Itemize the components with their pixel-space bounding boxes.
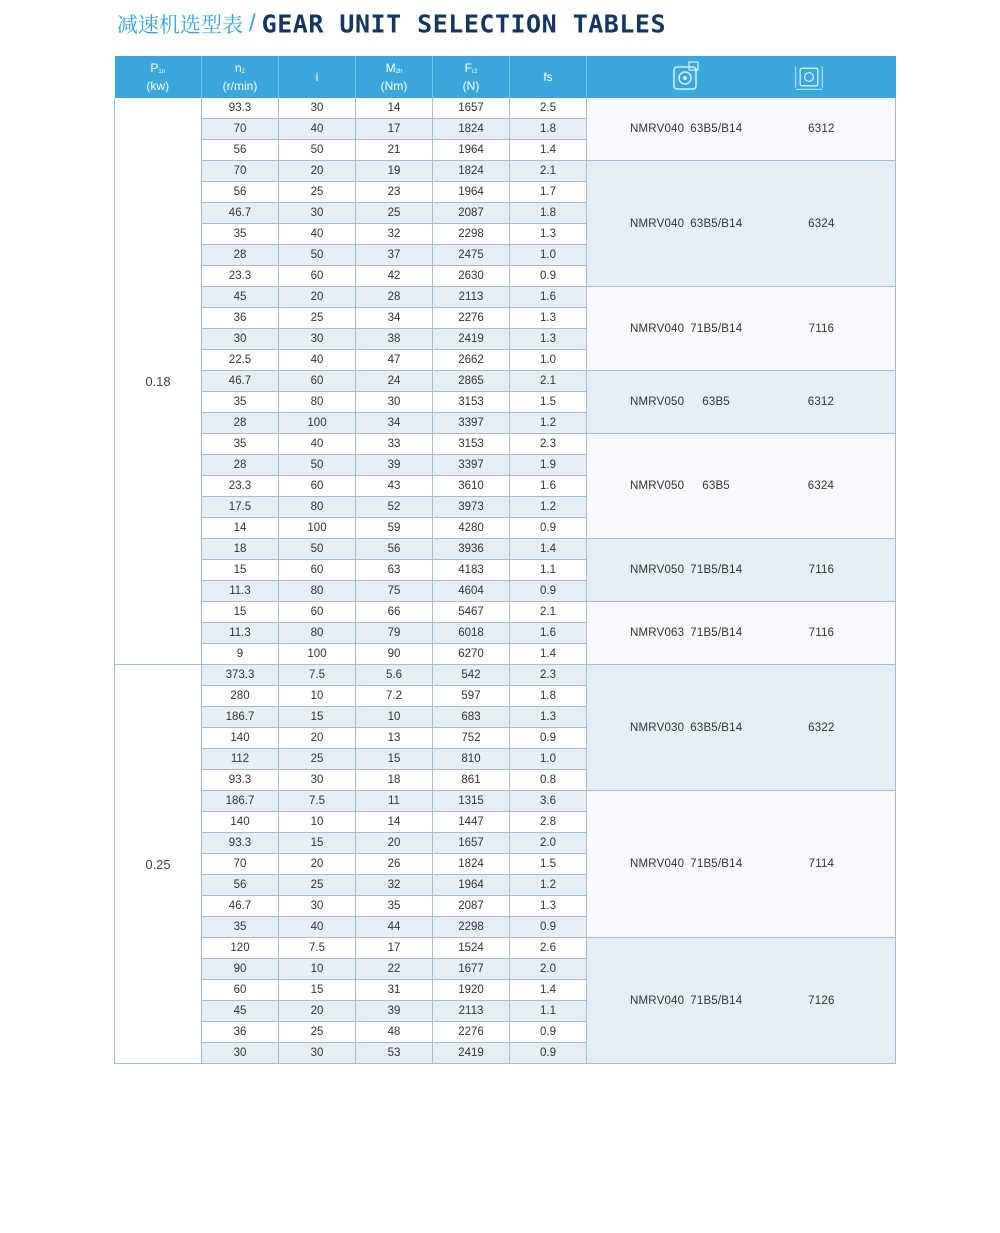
cell-service-factor: 1.4 — [510, 980, 587, 1001]
table-row — [115, 602, 896, 623]
header-torque: $M_{2h}$ (Nm) — [356, 56, 433, 98]
cell-ratio: 10 — [279, 812, 356, 833]
cell-radial-load: 6018 — [433, 623, 510, 644]
cell-ratio: 25 — [279, 875, 356, 896]
cell-ratio: 40 — [279, 917, 356, 938]
cell-torque: 20 — [356, 833, 433, 854]
cell-n2: 30 — [202, 1043, 279, 1064]
motor-code: 7116 — [808, 322, 835, 335]
model-name: NMRV040 — [630, 858, 685, 870]
cell-radial-load: 1677 — [433, 959, 510, 980]
cell-radial-load: 2419 — [433, 1043, 510, 1064]
cell-torque: 13 — [356, 728, 433, 749]
cell-n2: 56 — [202, 182, 279, 203]
cell-radial-load: 3397 — [433, 413, 510, 434]
motor-flange: 63B5/B14 — [690, 721, 743, 734]
cell-ratio: 80 — [279, 497, 356, 518]
cell-ratio: 60 — [279, 371, 356, 392]
cell-service-factor: 0.9 — [510, 728, 587, 749]
motor-code: 6312 — [807, 396, 835, 408]
motor-flange: 63B5/B14 — [690, 123, 743, 135]
cell-torque: 30 — [356, 392, 433, 413]
cell-service-factor: 1.0 — [510, 245, 587, 266]
cell-n2: 28 — [202, 413, 279, 434]
model-name: NMRV050 — [630, 396, 685, 408]
cell-service-factor: 0.9 — [510, 581, 587, 602]
cell-ratio: 25 — [279, 1022, 356, 1043]
cell-ratio: 50 — [279, 140, 356, 161]
cell-ratio: 25 — [279, 749, 356, 770]
motor-code: 6324 — [807, 480, 835, 492]
cell-torque: 11 — [356, 791, 433, 812]
cell-torque: 39 — [356, 455, 433, 476]
cell-service-factor: 2.5 — [510, 98, 587, 119]
cell-ratio: 10 — [279, 686, 356, 707]
cell-n2: 60 — [202, 980, 279, 1001]
cell-torque: 23 — [356, 182, 433, 203]
cell-ratio: 60 — [279, 560, 356, 581]
cell-radial-load: 1447 — [433, 812, 510, 833]
cell-n2: 35 — [202, 224, 279, 245]
cell-torque: 47 — [356, 350, 433, 371]
motor-flange: 71B5/B14 — [690, 994, 743, 1007]
cell-radial-load: 1524 — [433, 938, 510, 959]
cell-ratio: 15 — [279, 980, 356, 1001]
cell-n2: 45 — [202, 1001, 279, 1022]
cell-radial-load: 2276 — [433, 1022, 510, 1043]
cell-n2: 35 — [202, 392, 279, 413]
cell-ratio: 40 — [279, 119, 356, 140]
cell-service-factor: 2.3 — [510, 665, 587, 686]
cell-n2: 17.5 — [202, 497, 279, 518]
cell-torque: 75 — [356, 581, 433, 602]
cell-radial-load: 752 — [433, 728, 510, 749]
cell-n2: 46.7 — [202, 896, 279, 917]
header-ratio: i — [279, 56, 356, 98]
cell-service-factor: 2.1 — [510, 161, 587, 182]
motor-code: 7126 — [808, 994, 835, 1007]
cell-n2: 46.7 — [202, 203, 279, 224]
cell-n2: 70 — [202, 854, 279, 875]
cell-service-factor: 1.6 — [510, 476, 587, 497]
table-row — [115, 938, 896, 959]
cell-ratio: 7.5 — [279, 665, 356, 686]
cell-model — [587, 434, 896, 539]
cell-radial-load: 2865 — [433, 371, 510, 392]
cell-n2: 35 — [202, 434, 279, 455]
motor-flange: 63B5/B14 — [690, 217, 743, 230]
cell-n2: 112 — [202, 749, 279, 770]
cell-radial-load: 3397 — [433, 455, 510, 476]
cell-torque: 79 — [356, 623, 433, 644]
cell-n2: 14 — [202, 518, 279, 539]
cell-service-factor: 1.4 — [510, 644, 587, 665]
gearbox-dimension-icon — [794, 61, 824, 93]
model-name: NMRV050 — [630, 564, 685, 576]
motor-flange: 71B5/B14 — [690, 858, 743, 870]
cell-torque: 22 — [356, 959, 433, 980]
cell-n2: 28 — [202, 245, 279, 266]
cell-ratio: 100 — [279, 518, 356, 539]
cell-ratio: 60 — [279, 476, 356, 497]
cell-n2: 46.7 — [202, 371, 279, 392]
cell-radial-load: 2419 — [433, 329, 510, 350]
cell-service-factor: 1.6 — [510, 287, 587, 308]
table-row — [115, 161, 896, 182]
cell-radial-load: 2087 — [433, 896, 510, 917]
cell-service-factor: 1.8 — [510, 203, 587, 224]
cell-n2: 15 — [202, 560, 279, 581]
cell-n2: 18 — [202, 539, 279, 560]
cell-ratio: 60 — [279, 602, 356, 623]
cell-torque: 59 — [356, 518, 433, 539]
cell-torque: 5.6 — [356, 665, 433, 686]
motor-flange: 71B5/B14 — [690, 322, 743, 335]
cell-radial-load: 2630 — [433, 266, 510, 287]
cell-torque: 56 — [356, 539, 433, 560]
model-name: NMRV040 — [630, 217, 685, 230]
cell-torque: 32 — [356, 875, 433, 896]
cell-radial-load: 1964 — [433, 182, 510, 203]
table-row — [115, 434, 896, 455]
cell-ratio: 60 — [279, 266, 356, 287]
cell-service-factor: 1.8 — [510, 119, 587, 140]
cell-ratio: 50 — [279, 245, 356, 266]
cell-radial-load: 597 — [433, 686, 510, 707]
cell-model — [587, 791, 896, 938]
cell-radial-load: 5467 — [433, 602, 510, 623]
cell-torque: 90 — [356, 644, 433, 665]
cell-service-factor: 1.4 — [510, 140, 587, 161]
cell-service-factor: 1.1 — [510, 560, 587, 581]
cell-radial-load: 6270 — [433, 644, 510, 665]
cell-ratio: 80 — [279, 392, 356, 413]
cell-radial-load: 4183 — [433, 560, 510, 581]
cell-ratio: 20 — [279, 728, 356, 749]
cell-torque: 10 — [356, 707, 433, 728]
title-english: GEAR UNIT SELECTION TABLES — [261, 9, 667, 39]
cell-model — [587, 938, 896, 1064]
model-name: NMRV050 — [630, 480, 685, 492]
cell-n2: 140 — [202, 812, 279, 833]
cell-n2: 36 — [202, 1022, 279, 1043]
cell-torque: 31 — [356, 980, 433, 1001]
cell-n2: 70 — [202, 119, 279, 140]
cell-service-factor: 1.3 — [510, 308, 587, 329]
cell-radial-load: 4280 — [433, 518, 510, 539]
cell-torque: 39 — [356, 1001, 433, 1022]
cell-torque: 19 — [356, 161, 433, 182]
cell-torque: 42 — [356, 266, 433, 287]
cell-service-factor: 1.3 — [510, 707, 587, 728]
cell-radial-load: 2298 — [433, 917, 510, 938]
cell-torque: 63 — [356, 560, 433, 581]
cell-service-factor: 1.2 — [510, 413, 587, 434]
cell-torque: 34 — [356, 308, 433, 329]
cell-radial-load: 2113 — [433, 1001, 510, 1022]
cell-n2: 22.5 — [202, 350, 279, 371]
model-name: NMRV030 — [630, 721, 685, 734]
header-service-factor: fs — [510, 56, 587, 98]
cell-radial-load: 1657 — [433, 98, 510, 119]
cell-n2: 9 — [202, 644, 279, 665]
cell-radial-load: 542 — [433, 665, 510, 686]
cell-n2: 30 — [202, 329, 279, 350]
cell-service-factor: 2.1 — [510, 602, 587, 623]
header-output-speed: $n_2$ (r/min) — [202, 56, 279, 98]
cell-model — [587, 161, 896, 287]
cell-n2: 56 — [202, 875, 279, 896]
cell-model — [587, 98, 896, 161]
cell-radial-load: 2087 — [433, 203, 510, 224]
cell-service-factor: 1.0 — [510, 350, 587, 371]
cell-torque: 37 — [356, 245, 433, 266]
selection-table — [114, 56, 896, 1064]
table-header-row — [115, 56, 896, 98]
cell-radial-load: 1315 — [433, 791, 510, 812]
cell-n2: 45 — [202, 287, 279, 308]
cell-service-factor: 0.9 — [510, 1043, 587, 1064]
cell-ratio: 100 — [279, 413, 356, 434]
cell-ratio: 30 — [279, 896, 356, 917]
cell-model — [587, 539, 896, 602]
cell-n2: 36 — [202, 308, 279, 329]
cell-ratio: 40 — [279, 350, 356, 371]
cell-n2: 56 — [202, 140, 279, 161]
cell-service-factor: 1.9 — [510, 455, 587, 476]
cell-ratio: 20 — [279, 161, 356, 182]
gearbox-icon — [671, 61, 701, 93]
cell-n2: 23.3 — [202, 476, 279, 497]
cell-ratio: 20 — [279, 1001, 356, 1022]
cell-service-factor: 1.8 — [510, 686, 587, 707]
cell-radial-load: 1920 — [433, 980, 510, 1001]
cell-torque: 52 — [356, 497, 433, 518]
motor-flange: 63B5 — [702, 396, 730, 408]
cell-service-factor: 2.0 — [510, 833, 587, 854]
cell-radial-load: 2276 — [433, 308, 510, 329]
cell-model — [587, 371, 896, 434]
motor-code: 6312 — [808, 123, 835, 135]
cell-n2: 186.7 — [202, 707, 279, 728]
cell-radial-load: 2113 — [433, 287, 510, 308]
cell-service-factor: 1.6 — [510, 623, 587, 644]
table-row — [115, 98, 896, 119]
cell-service-factor: 2.1 — [510, 371, 587, 392]
cell-radial-load: 4604 — [433, 581, 510, 602]
cell-service-factor: 1.5 — [510, 854, 587, 875]
cell-radial-load: 2662 — [433, 350, 510, 371]
cell-ratio: 7.5 — [279, 791, 356, 812]
cell-torque: 53 — [356, 1043, 433, 1064]
cell-n2: 373.3 — [202, 665, 279, 686]
cell-radial-load: 3153 — [433, 434, 510, 455]
cell-n2: 90 — [202, 959, 279, 980]
motor-code: 6322 — [808, 721, 835, 734]
cell-radial-load: 3936 — [433, 539, 510, 560]
cell-torque: 34 — [356, 413, 433, 434]
motor-flange: 71B5/B14 — [690, 564, 743, 576]
motor-flange: 63B5 — [702, 480, 730, 492]
cell-service-factor: 3.6 — [510, 791, 587, 812]
cell-torque: 17 — [356, 119, 433, 140]
cell-radial-load: 1657 — [433, 833, 510, 854]
cell-service-factor: 0.9 — [510, 266, 587, 287]
cell-service-factor: 0.9 — [510, 917, 587, 938]
cell-service-factor: 0.9 — [510, 1022, 587, 1043]
model-name: NMRV063 — [630, 627, 685, 639]
cell-service-factor: 2.8 — [510, 812, 587, 833]
motor-flange: 71B5/B14 — [690, 627, 743, 639]
cell-service-factor: 2.6 — [510, 938, 587, 959]
cell-ratio: 25 — [279, 182, 356, 203]
motor-code: 7116 — [808, 564, 835, 576]
cell-n2: 93.3 — [202, 770, 279, 791]
cell-service-factor: 1.5 — [510, 392, 587, 413]
cell-n2: 186.7 — [202, 791, 279, 812]
cell-radial-load: 810 — [433, 749, 510, 770]
cell-n2: 280 — [202, 686, 279, 707]
model-name: NMRV040 — [630, 994, 685, 1007]
table-row — [115, 539, 896, 560]
cell-power: 0.25 — [115, 665, 202, 1064]
cell-radial-load: 1824 — [433, 119, 510, 140]
cell-ratio: 50 — [279, 539, 356, 560]
cell-service-factor: 1.3 — [510, 896, 587, 917]
cell-service-factor: 1.4 — [510, 539, 587, 560]
header-power: $P_{1n}$ (kw) — [115, 56, 202, 98]
cell-ratio: 40 — [279, 224, 356, 245]
model-name: NMRV040 — [630, 123, 685, 135]
cell-radial-load: 3610 — [433, 476, 510, 497]
cell-ratio: 50 — [279, 455, 356, 476]
cell-torque: 35 — [356, 896, 433, 917]
cell-n2: 28 — [202, 455, 279, 476]
table-row — [115, 791, 896, 812]
header-icons — [587, 56, 896, 98]
cell-service-factor: 1.1 — [510, 1001, 587, 1022]
cell-ratio: 7.5 — [279, 938, 356, 959]
cell-radial-load: 2475 — [433, 245, 510, 266]
cell-radial-load: 861 — [433, 770, 510, 791]
cell-ratio: 80 — [279, 623, 356, 644]
cell-service-factor: 2.0 — [510, 959, 587, 980]
cell-torque: 14 — [356, 812, 433, 833]
page-title — [117, 9, 666, 43]
cell-ratio: 30 — [279, 203, 356, 224]
motor-code: 7116 — [808, 627, 835, 639]
cell-model — [587, 665, 896, 791]
cell-service-factor: 0.8 — [510, 770, 587, 791]
cell-power: 0.18 — [115, 98, 202, 665]
cell-torque: 66 — [356, 602, 433, 623]
table-row — [115, 371, 896, 392]
cell-service-factor: 0.9 — [510, 518, 587, 539]
cell-radial-load: 1824 — [433, 854, 510, 875]
cell-radial-load: 2298 — [433, 224, 510, 245]
motor-code: 6324 — [808, 217, 835, 230]
cell-radial-load: 1824 — [433, 161, 510, 182]
cell-radial-load: 683 — [433, 707, 510, 728]
cell-radial-load: 1964 — [433, 875, 510, 896]
cell-torque: 32 — [356, 224, 433, 245]
cell-torque: 24 — [356, 371, 433, 392]
cell-service-factor: 1.3 — [510, 329, 587, 350]
cell-ratio: 30 — [279, 770, 356, 791]
cell-model — [587, 602, 896, 665]
cell-ratio: 30 — [279, 98, 356, 119]
cell-ratio: 10 — [279, 959, 356, 980]
cell-torque: 7.2 — [356, 686, 433, 707]
title-chinese: 减速机选型表 — [117, 13, 243, 37]
cell-ratio: 30 — [279, 1043, 356, 1064]
cell-service-factor: 1.2 — [510, 497, 587, 518]
cell-torque: 28 — [356, 287, 433, 308]
cell-torque: 44 — [356, 917, 433, 938]
cell-radial-load: 3153 — [433, 392, 510, 413]
cell-ratio: 30 — [279, 329, 356, 350]
table-row — [115, 287, 896, 308]
cell-n2: 93.3 — [202, 833, 279, 854]
cell-torque: 26 — [356, 854, 433, 875]
cell-n2: 11.3 — [202, 623, 279, 644]
cell-n2: 120 — [202, 938, 279, 959]
cell-torque: 38 — [356, 329, 433, 350]
cell-ratio: 100 — [279, 644, 356, 665]
cell-n2: 23.3 — [202, 266, 279, 287]
cell-torque: 25 — [356, 203, 433, 224]
title-separator: / — [249, 10, 256, 37]
table-row — [115, 665, 896, 686]
header-radial-load: $F_{r2}$ (N) — [433, 56, 510, 98]
cell-ratio: 20 — [279, 854, 356, 875]
cell-torque: 43 — [356, 476, 433, 497]
cell-n2: 11.3 — [202, 581, 279, 602]
cell-ratio: 15 — [279, 707, 356, 728]
cell-torque: 15 — [356, 749, 433, 770]
cell-n2: 15 — [202, 602, 279, 623]
cell-torque: 21 — [356, 140, 433, 161]
cell-n2: 35 — [202, 917, 279, 938]
model-name: NMRV040 — [630, 322, 685, 335]
cell-radial-load: 3973 — [433, 497, 510, 518]
cell-service-factor: 1.2 — [510, 875, 587, 896]
cell-torque: 48 — [356, 1022, 433, 1043]
cell-ratio: 80 — [279, 581, 356, 602]
cell-torque: 33 — [356, 434, 433, 455]
cell-service-factor: 2.3 — [510, 434, 587, 455]
cell-service-factor: 1.3 — [510, 224, 587, 245]
cell-radial-load: 1964 — [433, 140, 510, 161]
cell-service-factor: 1.0 — [510, 749, 587, 770]
cell-n2: 70 — [202, 161, 279, 182]
cell-ratio: 15 — [279, 833, 356, 854]
cell-ratio: 40 — [279, 434, 356, 455]
cell-n2: 140 — [202, 728, 279, 749]
cell-n2: 93.3 — [202, 98, 279, 119]
cell-ratio: 20 — [279, 287, 356, 308]
cell-torque: 18 — [356, 770, 433, 791]
cell-torque: 14 — [356, 98, 433, 119]
cell-model — [587, 287, 896, 371]
cell-service-factor: 1.7 — [510, 182, 587, 203]
motor-code: 7114 — [808, 858, 835, 870]
cell-ratio: 25 — [279, 308, 356, 329]
cell-torque: 17 — [356, 938, 433, 959]
